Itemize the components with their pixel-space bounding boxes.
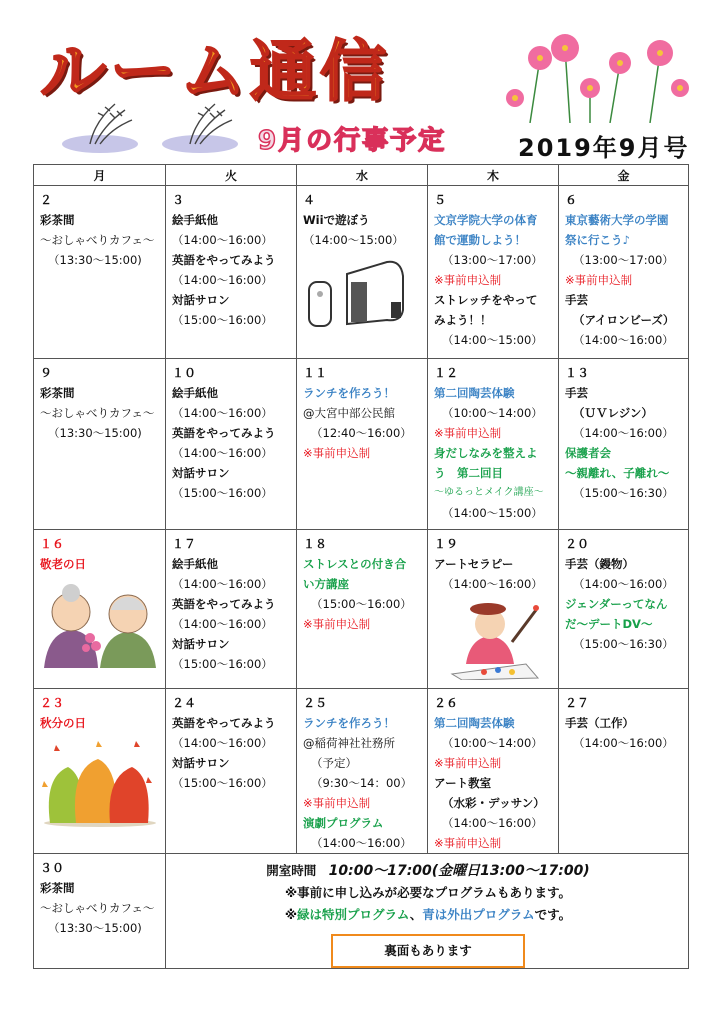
event-time: （15:00～16:00） [172, 486, 273, 500]
event-time: （13:30～15:00) [48, 921, 142, 935]
day-number: ３ [172, 193, 185, 207]
event-time: （14:00～15:00） [442, 506, 543, 520]
day-number: １０ [172, 366, 197, 380]
event-subtitle: ～おしゃべりカフェ～ [40, 233, 155, 247]
event-title: 英語をやってみよう [172, 716, 276, 730]
holiday-label: 敬老の日 [40, 557, 86, 571]
day-number: ３０ [40, 861, 65, 875]
event-title: 館で運動しよう！ [434, 233, 526, 247]
event-subtitle: （アイロンビーズ） [573, 313, 675, 327]
week-row [34, 689, 689, 854]
day-number: ５ [434, 193, 447, 207]
event-time: （14:00～16:00） [573, 736, 674, 750]
day-number: １９ [434, 537, 459, 551]
opening-hours [172, 860, 684, 882]
event-title: 文京学院大学の体育 [434, 213, 538, 227]
day-number: ２６ [434, 696, 459, 710]
event-title: 対話サロン [172, 466, 230, 480]
event-time: （15:00～16:00） [311, 597, 412, 611]
event-time: （14:00～16:00） [573, 577, 674, 591]
event-title: 英語をやってみよう [172, 426, 276, 440]
day-number: ６ [565, 193, 578, 207]
event-subtitle: ～おしゃべりカフェ～ [40, 406, 155, 420]
event-title: ジェンダーってなん [565, 597, 668, 611]
event-time: （9:30～14：00） [311, 776, 413, 790]
event-time: （14:00～16:00） [172, 736, 273, 750]
susuki-grass-illustration [60, 96, 260, 156]
day-cell [34, 186, 166, 359]
week-row [34, 186, 689, 359]
event-subtitle: ～親離れ、子離れ～ [565, 466, 670, 480]
color-legend [172, 904, 684, 926]
weekday-tue: 火 [166, 165, 297, 186]
holiday-label: 秋分の日 [40, 716, 86, 730]
day-number: １８ [303, 537, 328, 551]
event-time: （14:00～16:00） [172, 617, 273, 631]
day-number: ２４ [172, 696, 197, 710]
event-title: ランチを作ろう！ [303, 716, 395, 730]
weekday-fri: 金 [559, 165, 689, 186]
day-cell [559, 186, 689, 359]
event-time: （13:30～15:00) [48, 253, 142, 267]
week-row [34, 530, 689, 689]
info-cell [166, 854, 689, 969]
reservation-note: ※事前申込制 [434, 426, 502, 440]
day-cell [559, 530, 689, 689]
day-number: ２７ [565, 696, 590, 710]
event-title: う 第二回目 [434, 466, 503, 480]
event-title: 第二回陶芸体験 [434, 716, 515, 730]
event-title: ランチを作ろう！ [303, 386, 395, 400]
day-cell [166, 530, 297, 689]
day-cell [428, 689, 559, 854]
day-cell [297, 186, 428, 359]
event-title: 手芸（鏝物） [565, 557, 634, 571]
event-location: @稲荷神社社務所 [303, 736, 395, 750]
event-time: （14:00～16:00） [172, 577, 273, 591]
event-title: ストレスとの付き合 [303, 557, 407, 571]
event-time: （15:00～16:30） [573, 486, 674, 500]
legend-blue: 青は外出プログラム [422, 907, 535, 922]
event-title: 手芸（工作） [565, 716, 634, 730]
page-subtitle: 9月の行事予定 [258, 126, 447, 156]
weekday-header-row [34, 165, 689, 186]
event-time: （14:00～16:00） [172, 273, 273, 287]
weekday-wed: 水 [297, 165, 428, 186]
event-time: （15:00～16:00） [172, 313, 273, 327]
event-title: 東京藝術大学の学園 [565, 213, 669, 227]
day-cell [34, 359, 166, 530]
day-cell [166, 359, 297, 530]
event-title: 身だしなみを整えよ [434, 446, 538, 460]
weekday-thu: 木 [428, 165, 559, 186]
event-time: （13:00～17:00） [573, 253, 674, 267]
event-subtitle: ～おしゃべりカフェ～ [40, 901, 155, 915]
event-title: 絵手紙他 [172, 557, 218, 571]
week-row [34, 854, 689, 969]
hours-value: 10:00～17:00(金曜日13:00～17:00) [328, 863, 590, 879]
reservation-note: ※事前申込制 [434, 273, 502, 287]
event-time: （14:00～16:00） [311, 836, 412, 850]
day-cell [166, 689, 297, 854]
legend-prefix: ※ [284, 907, 297, 922]
event-title: 対話サロン [172, 293, 230, 307]
legend-suffix: です。 [534, 907, 572, 922]
event-title: 絵手紙他 [172, 213, 218, 227]
event-location: @大宮中部公民館 [303, 406, 395, 420]
event-title: アートセラピー [434, 557, 514, 571]
reservation-note: ※事前申込制 [565, 273, 633, 287]
event-title: 祭に行こう♪ [565, 233, 630, 247]
day-number: １１ [303, 366, 328, 380]
cosmos-flowers-illustration [490, 28, 700, 123]
day-number: ２３ [40, 696, 65, 710]
event-title: 英語をやってみよう [172, 253, 276, 267]
week-row [34, 359, 689, 530]
event-title: みよう！！ [434, 313, 492, 327]
event-time: （14:00～16:00） [442, 577, 543, 591]
event-title: 彩茶間 [40, 213, 75, 227]
event-title: 彩茶間 [40, 881, 75, 895]
day-number: １３ [565, 366, 590, 380]
event-title: 演劇プログラム [303, 816, 384, 830]
event-time: （14:00～16:00） [442, 816, 543, 830]
day-cell [34, 530, 166, 689]
event-time: （15:00～16:00） [172, 657, 273, 671]
event-title: 第二回陶芸体験 [434, 386, 515, 400]
day-cell [428, 186, 559, 359]
day-number: ２５ [303, 696, 328, 710]
day-cell [166, 186, 297, 359]
day-cell [428, 359, 559, 530]
back-side-notice: 裏面もあります [331, 934, 525, 968]
elderly-couple-illustration [40, 576, 158, 668]
event-title: アート教室 [434, 776, 492, 790]
event-title: 保護者会 [565, 446, 611, 460]
event-title: 手芸 [565, 293, 588, 307]
event-time: （10:00～14:00） [442, 406, 543, 420]
event-title: 手芸 [565, 386, 588, 400]
info-block [172, 858, 684, 968]
day-number: ９ [40, 366, 53, 380]
page-title: ルーム通信 [40, 33, 390, 110]
event-time: （14:00～16:00） [573, 333, 674, 347]
event-subtitle: （ＵＶレジン） [573, 406, 653, 420]
day-number: １７ [172, 537, 197, 551]
day-cell [559, 689, 689, 854]
day-number: １２ [434, 366, 459, 380]
day-cell [297, 530, 428, 689]
calendar-table [33, 164, 689, 969]
wii-console-illustration [303, 254, 413, 330]
day-cell [34, 854, 166, 969]
event-title: だ～デートDV～ [565, 617, 653, 631]
event-title: 彩茶間 [40, 386, 75, 400]
day-cell [297, 689, 428, 854]
painting-artist-illustration [434, 594, 550, 680]
event-title: ストレッチをやって [434, 293, 538, 307]
day-cell [428, 530, 559, 689]
event-title: 対話サロン [172, 637, 230, 651]
event-title: い方講座 [303, 577, 349, 591]
event-title: Wiiで遊ぼう [303, 213, 370, 227]
event-time: （13:00～17:00） [442, 253, 543, 267]
reservation-note: ※事前申込制 [303, 796, 371, 810]
event-time: （15:00～16:30） [573, 637, 674, 651]
event-time: （10:00～14:00） [442, 736, 543, 750]
day-number: ２０ [565, 537, 590, 551]
event-time: （14:00～16:00） [573, 426, 674, 440]
reservation-note: ※事前申込制 [303, 446, 371, 460]
reservation-note: ※事前申込制 [434, 756, 502, 770]
event-time: （14:00～16:00） [172, 406, 273, 420]
legend-comma: 、 [409, 907, 423, 922]
event-time: （14:00～16:00） [172, 446, 273, 460]
event-time: （12:40～16:00） [311, 426, 412, 440]
day-cell [297, 359, 428, 530]
issue-label: 2019年9月号 [518, 134, 690, 162]
day-cell [559, 359, 689, 530]
event-time: （13:30～15:00) [48, 426, 142, 440]
day-number: ２ [40, 193, 53, 207]
event-title: 英語をやってみよう [172, 597, 276, 611]
event-subtitle: ～ゆるっとメイク講座～ [434, 487, 544, 498]
event-title: 対話サロン [172, 756, 230, 770]
reservation-notice: ※事前に申し込みが必要なプログラムもあります。 [284, 885, 572, 900]
event-time: （14:00～15:00） [442, 333, 543, 347]
event-time: （14:00～15:00） [303, 233, 404, 247]
event-time: （15:00～16:00） [172, 776, 273, 790]
reservation-note: ※事前申込制 [303, 617, 371, 631]
hours-label: 開室時間 [266, 863, 317, 878]
event-note: （予定） [311, 756, 357, 770]
day-number: ４ [303, 193, 316, 207]
day-number: １６ [40, 537, 65, 551]
autumn-trees-illustration [40, 737, 160, 827]
event-title: 絵手紙他 [172, 386, 218, 400]
event-subtitle: （水彩・デッサン） [442, 796, 545, 810]
event-time: （14:00～16:00） [172, 233, 273, 247]
weekday-mon: 月 [34, 165, 166, 186]
day-cell [34, 689, 166, 854]
reservation-note: ※事前申込制 [434, 836, 502, 850]
legend-green: 緑は特別プログラム [296, 907, 410, 922]
